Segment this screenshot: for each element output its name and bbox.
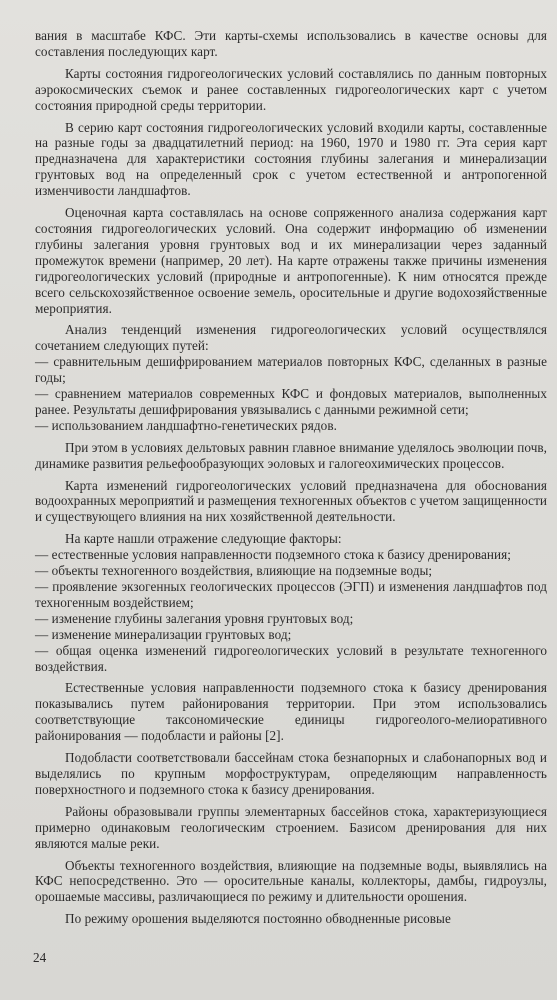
paragraph: В серию карт состояния гидрогеологических условий входили карты, составленные на разные годы за двадцатилетний период: на 1960, 1970 и 1980 гг. Эта серия карт предназначена для характеристики состояния глубины залегания и минерализации грунтовых вод на определенный срок с учетом естественной и антропогенной изменчивости ландшафтов.	[35, 119, 547, 199]
paragraph: Карта изменений гидрогеологических условий предназначена для обоснования водоохранных мероприятий и размещения техногенных объектов с учетом защищенности и существующего влияния на них хозяйственной деятельности.	[35, 477, 547, 525]
list-item: — объекты техногенного воздействия, влияющие на подземные воды;	[35, 563, 433, 579]
page-number: 24	[33, 950, 47, 965]
list-item: — сравнением материалов современных КФС и фондовых материалов, выполненных ранее. Результаты дешифрирования увязывались с данными режимной сети;	[35, 386, 547, 417]
paragraph: Оценочная карта составлялась на основе сопряженного анализа содержания карт состояния гидрогеологических условий. Она содержит информацию об изменении глубины залегания уровня грунтовых вод и их минерализации через заданный промежуток времени (например, 20 лет). На карте отражены также причины изменения гидрогеологических условий (природные и антропогенные). К ним относятся прежде всего сельскохозяйственное освоение земель, оросительные и другие водохозяйственные мероприятия.	[35, 205, 547, 316]
paragraph: Анализ тенденций изменения гидрогеологических условий осуществлялся сочетанием следующих путей:	[35, 322, 547, 354]
paragraph: При этом в условиях дельтовых равнин главное внимание уделялось эволюции почв, динамике развития рельефообразующих эоловых и галогеохимических процессов.	[35, 439, 547, 471]
list-item: — естественные условия направленности подземного стока к базису дренирования;	[35, 547, 511, 563]
list-item: — проявление экзогенных геологических процессов (ЭГП) и изменения ландшафтов под техногенным воздействием;	[35, 579, 547, 610]
paragraph: вания в масштабе КФС. Эти карты-схемы использовались в качестве основы для составления последующих карт.	[35, 28, 547, 59]
paragraph: Подобласти соответствовали бассейнам стока безнапорных и слабонапорных вод и выделялись по крупным морфоструктурам, определяющим направленность поверхностного и подземного стока к базису дренирования.	[35, 750, 547, 797]
list-item: — изменение глубины залегания уровня грунтовых вод;	[35, 610, 354, 626]
list-item: — использованием ландшафтно-генетических рядов.	[35, 417, 337, 433]
paragraph: На карте нашли отражение следующие факторы:	[65, 531, 342, 547]
list-item: — изменение минерализации грунтовых вод;	[35, 626, 292, 642]
paragraph: Районы образовывали группы элементарных бассейнов стока, характеризующиеся примерно одинаковым геологическим строением. Базисом дренирования для них являются малые реки.	[35, 803, 547, 851]
paragraph: Естественные условия направленности подземного стока к базису дренирования показывались путем районирования территории. При этом использовались соответствующие таксономические единицы гидрогеолого-мелиоративного районирования — подобласти и районы [2].	[35, 680, 547, 744]
paragraph: Объекты техногенного воздействия, влияющие на подземные воды, выявлялись на КФС непосредственно. Это — оросительные каналы, коллекторы, дамбы, гидроузлы, орошаемые массивы, различающиеся по режиму и длительности орошения.	[35, 857, 547, 905]
list-item: — сравнительным дешифрированием материалов повторных КФС, сделанных в разные годы;	[35, 354, 547, 386]
list-item: — общая оценка изменений гидрогеологических условий в результате техногенного воздействия.	[35, 642, 547, 674]
paragraph: По режиму орошения выделяются постоянно обводненные рисовые	[65, 911, 451, 927]
body-text	[35, 28, 547, 933]
paragraph: Карты состояния гидрогеологических условий составлялись по данным повторных аэрокосмических съемок и ранее составленных гидрогеологических карт с учетом состояния природной среды территории.	[35, 65, 547, 113]
